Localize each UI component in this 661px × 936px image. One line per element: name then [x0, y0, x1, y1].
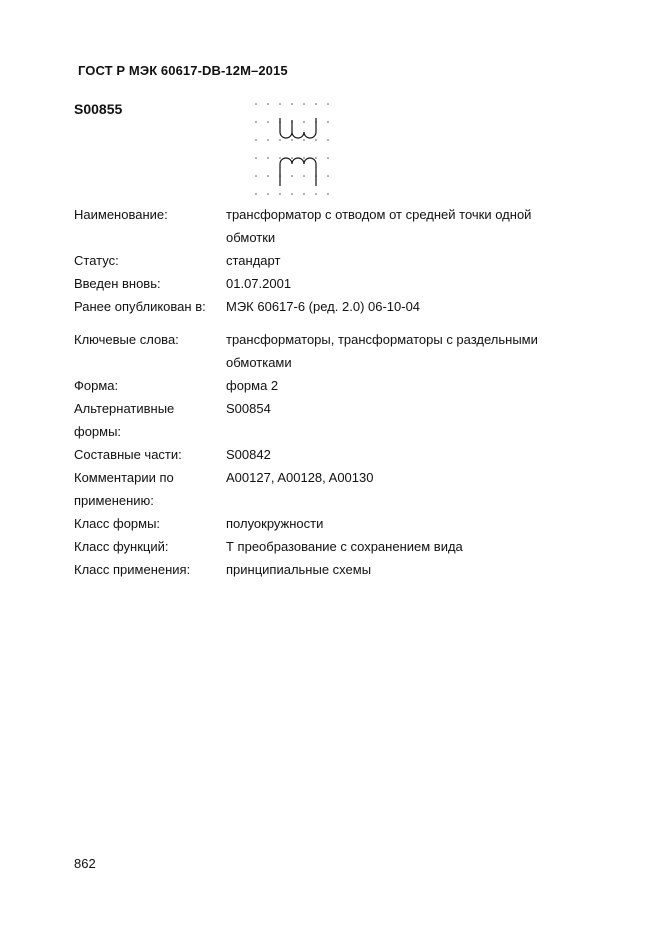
field-value: S00842	[226, 447, 271, 462]
grid-dot	[279, 139, 281, 141]
grid-dot	[255, 121, 257, 123]
grid-dot	[327, 121, 329, 123]
field-row	[74, 512, 594, 535]
field-row	[74, 328, 594, 351]
field-label: Класс формы:	[74, 516, 161, 531]
grid-dot	[327, 175, 329, 177]
field-row	[74, 535, 594, 558]
field-label: Класс применения:	[74, 562, 191, 577]
grid-dot	[291, 157, 293, 159]
grid-dot	[327, 157, 329, 159]
field-value: МЭК 60617-6 (ред. 2.0) 06-10-04	[226, 299, 421, 314]
field-value: 01.07.2001	[226, 276, 292, 291]
field-value: трансформаторы, трансформаторы с раздельными	[226, 332, 538, 347]
grid-dot	[255, 139, 257, 141]
grid-dot	[267, 193, 269, 195]
grid-dot	[315, 139, 317, 141]
grid-dot	[291, 175, 293, 177]
grid-dot	[255, 103, 257, 105]
field-value: полуокружности	[226, 516, 324, 531]
grid-dot	[279, 157, 281, 159]
field-value: A00127, A00128, A00130	[226, 470, 374, 485]
grid-dot	[267, 139, 269, 141]
grid-dot	[267, 157, 269, 159]
field-value: обмотки	[226, 230, 276, 245]
field-value: стандарт	[226, 253, 281, 268]
grid-dot	[279, 103, 281, 105]
grid-dot	[279, 193, 281, 195]
grid-dot	[303, 157, 305, 159]
symbol-attributes	[74, 203, 594, 581]
grid-dot	[255, 175, 257, 177]
field-value	[226, 420, 594, 443]
field-value: Т преобразование с сохранением вида	[226, 539, 463, 554]
field-row	[74, 351, 594, 374]
field-label: Класс функций:	[74, 539, 169, 554]
grid-dot	[327, 193, 329, 195]
grid-dot	[315, 103, 317, 105]
grid-dot	[303, 139, 305, 141]
grid-dot	[291, 139, 293, 141]
grid-dot	[327, 103, 329, 105]
secondary-winding	[280, 158, 316, 186]
field-label: применению:	[74, 493, 154, 508]
field-value	[226, 489, 594, 512]
field-row	[74, 443, 594, 466]
field-row	[74, 249, 594, 272]
field-label: Ранее опубликован в:	[74, 299, 206, 314]
field-row	[74, 489, 594, 512]
field-value: S00854	[226, 401, 271, 416]
grid-dot	[303, 193, 305, 195]
field-label	[74, 226, 226, 249]
field-value: принципиальные схемы	[226, 562, 372, 577]
grid-dot	[267, 121, 269, 123]
field-label: формы:	[74, 424, 122, 439]
page-number: 862	[74, 856, 96, 871]
field-label	[74, 351, 226, 374]
grid-dot	[327, 139, 329, 141]
field-value: форма 2	[226, 378, 279, 393]
field-row	[74, 466, 594, 489]
field-value: обмотками	[226, 355, 292, 370]
grid-dot	[291, 103, 293, 105]
field-label: Статус:	[74, 253, 119, 268]
grid-dot	[291, 193, 293, 195]
field-label: Введен вновь:	[74, 276, 161, 291]
field-row	[74, 397, 594, 420]
standard-title: ГОСТ Р МЭК 60617-DB-12M–2015	[78, 63, 288, 78]
grid-dot	[255, 193, 257, 195]
field-label: Ключевые слова:	[74, 332, 179, 347]
field-row	[74, 203, 594, 226]
grid-dot	[303, 121, 305, 123]
symbol-code: S00855	[74, 101, 123, 117]
grid-dot	[255, 157, 257, 159]
grid-dot	[303, 103, 305, 105]
grid-dot	[267, 103, 269, 105]
transformer-center-tap-icon	[250, 98, 336, 207]
field-row	[74, 295, 594, 318]
field-label: Форма:	[74, 378, 119, 393]
primary-winding	[280, 118, 316, 138]
grid-dot	[315, 193, 317, 195]
field-row	[74, 272, 594, 295]
grid-dot	[315, 157, 317, 159]
field-row	[74, 374, 594, 397]
field-value: трансформатор с отводом от средней точки одной	[226, 207, 532, 222]
field-label: Составные части:	[74, 447, 182, 462]
field-label: Комментарии по	[74, 470, 174, 485]
field-label: Наименование:	[74, 207, 168, 222]
grid-dot	[267, 175, 269, 177]
grid-dot	[303, 175, 305, 177]
grid-dots	[255, 103, 329, 195]
field-row	[74, 420, 594, 443]
field-row	[74, 558, 594, 581]
field-row	[74, 226, 594, 249]
field-label: Альтернативные	[74, 401, 175, 416]
